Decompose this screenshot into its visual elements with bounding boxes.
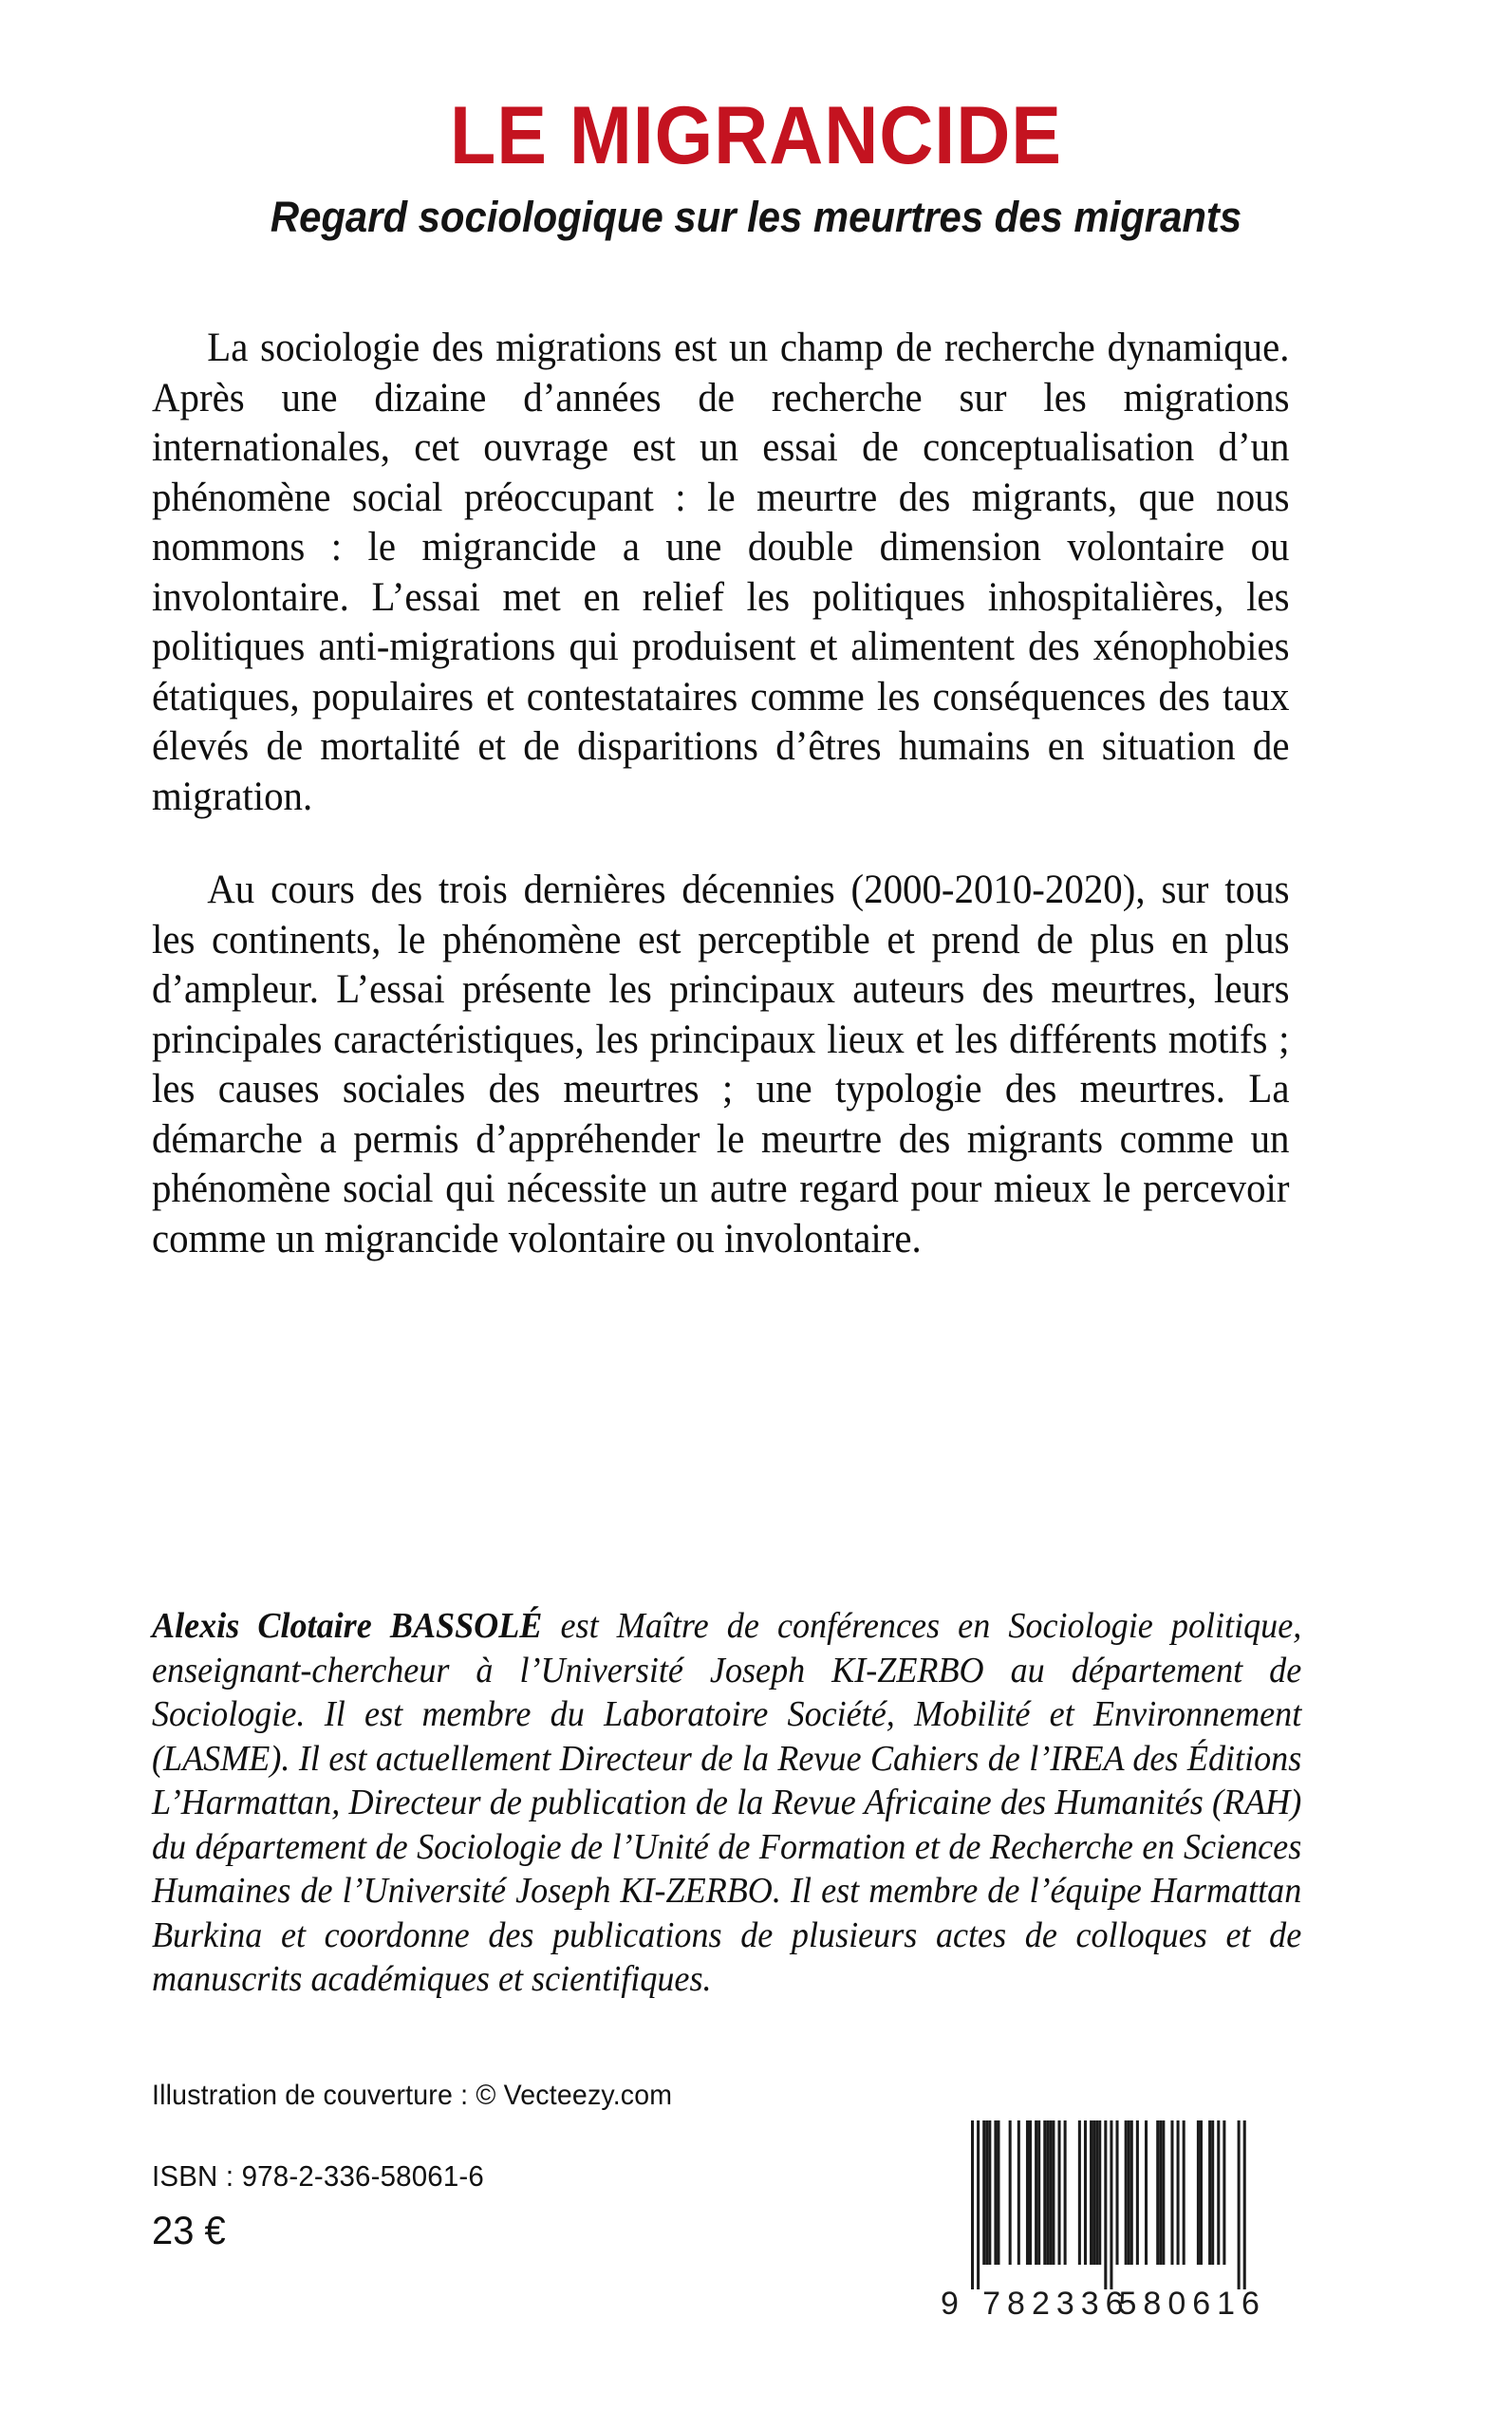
svg-text:782336: 782336	[982, 2286, 1130, 2322]
author-bio-text: est Maître de conférences en Sociologie politique, enseignant-chercheur à l’Université Joseph KI-ZERBO au département de Sociologie. Il est membre du Laboratoire Société, Mobilité et Environnement (LASME). Il est actuellement Directeur de la Revue Cahiers de l’IREA des Éditions L’Harmattan, Directeur de publication de la Revue Africaine des Humanités (RAH) du département de Sociologie de l’Unité de Formation et de Recherche en Sciences Humaines de l’Université Joseph KI-ZERBO. Il est membre de l’équipe Harmattan Burkina et coordonne des publications de plusieurs actes de colloques et de manuscrits académiques et scientifiques.	[152, 1606, 1302, 1999]
author-bio	[152, 1604, 1301, 2002]
svg-text:580616: 580616	[1118, 2286, 1266, 2322]
author-name: Alexis Clotaire BASSOLÉ	[152, 1606, 543, 1646]
cover-illustration-credit: Illustration de couverture : © Vecteezy.com	[152, 2080, 673, 2111]
blurb-paragraph: Au cours des trois dernières décennies (2000-2010-2020), sur tous les continents, le phénomène est perceptible et prend de plus en plus d’ampleur. L’essai présente les principaux auteurs des meurtres, leurs principales caractéristiques, les principaux lieux et les différents motifs ; les causes sociales des meurtres ; une typologie des meurtres. La démarche a permis d’appréhender le meurtre des migrants comme un phénomène social qui nécessite un autre regard pour mieux le percevoir comme un migrancide volontaire ou involontaire.	[152, 867, 1290, 1261]
book-subtitle: Regard sociologique sur les meurtres des migrants	[270, 193, 1242, 241]
footer-block	[152, 2079, 873, 2253]
svg-text:9: 9	[941, 2286, 959, 2322]
blurb-section	[152, 323, 1362, 1263]
book-title: LE MIGRANCIDE	[450, 90, 1062, 181]
ean13-barcode	[935, 2107, 1334, 2344]
title-block	[0, 90, 1512, 241]
price-text: 23 €	[152, 2208, 226, 2252]
barcode-graphic	[935, 2107, 1334, 2344]
isbn-text: ISBN : 978-2-336-58061-6	[152, 2159, 485, 2193]
blurb-paragraph: La sociologie des migrations est un champ de recherche dynamique. Après une dizaine d’années de recherche sur les migrations internationales, cet ouvrage est un essai de conceptualisation d’un phénomène social préoccupant : le meurtre des migrants, que nous nommons : le migrancide a une double dimension volontaire ou involontaire. L’essai met en relief les politiques inhospitalières, les politiques anti-migrations qui produisent et alimentent des xénophobies étatiques, populaires et contestataires comme les conséquences des taux élevés de mortalité et de disparitions d’êtres humains en situation de migration.	[152, 325, 1290, 819]
